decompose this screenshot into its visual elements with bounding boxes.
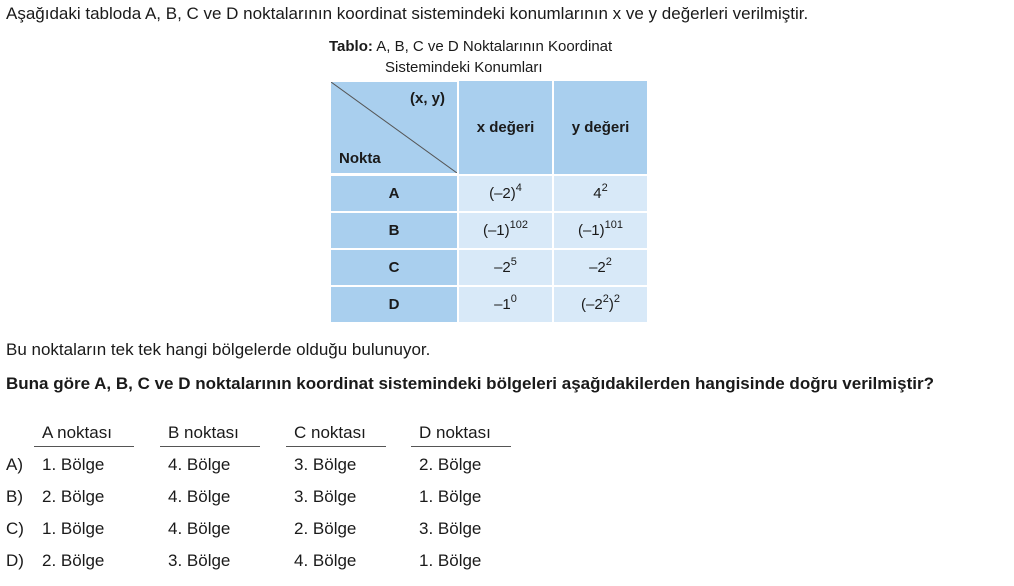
option-header-b: B noktası bbox=[168, 423, 239, 442]
option-cell: 4. Bölge bbox=[168, 519, 231, 538]
explanation-text: Bu noktaların tek tek hangi bölgelerde olduğu bulunuyor. bbox=[6, 340, 431, 359]
option-cell: 1. Bölge bbox=[42, 519, 105, 538]
header-underline bbox=[411, 446, 511, 447]
option-letter: A) bbox=[6, 455, 23, 474]
y-value: $4^2$ bbox=[553, 175, 648, 212]
option-cell: 2. Bölge bbox=[42, 551, 105, 570]
corner-xy-label: (x, y) bbox=[409, 90, 445, 107]
header-x: x değeri bbox=[458, 80, 553, 175]
corner-nokta-label: Nokta bbox=[339, 150, 381, 167]
table-row bbox=[330, 286, 648, 323]
header-y: y değeri bbox=[553, 80, 648, 175]
option-cell: 1. Bölge bbox=[42, 455, 105, 474]
option-header-c: C noktası bbox=[294, 423, 366, 442]
row-name: C bbox=[330, 249, 458, 286]
caption-line2: Sistemindeki Konumları bbox=[385, 59, 543, 76]
table-row bbox=[330, 212, 648, 249]
y-value: $-2^2$ bbox=[553, 249, 648, 286]
y-value: $(-2^2)^2$ bbox=[553, 286, 648, 323]
option-cell: 1. Bölge bbox=[419, 487, 482, 506]
option-letter: C) bbox=[6, 519, 24, 538]
x-value: $-2^5$ bbox=[458, 249, 553, 286]
corner-header bbox=[330, 80, 458, 175]
caption-label: Tablo: bbox=[329, 38, 373, 55]
option-cell: 2. Bölge bbox=[42, 487, 105, 506]
table-caption bbox=[329, 36, 612, 78]
table-row bbox=[330, 175, 648, 212]
x-value: $(-2)^4$ bbox=[458, 175, 553, 212]
option-letter: D) bbox=[6, 551, 24, 570]
option-letter: B) bbox=[6, 487, 23, 506]
header-underline bbox=[34, 446, 134, 447]
option-cell: 3. Bölge bbox=[419, 519, 482, 538]
row-name: A bbox=[330, 175, 458, 212]
question-text: Buna göre A, B, C ve D noktalarının koordinat sistemindeki bölgeleri aşağıdakilerden hangisinde doğru verilmiştir? bbox=[6, 374, 934, 393]
option-cell: 4. Bölge bbox=[168, 487, 231, 506]
option-cell: 4. Bölge bbox=[294, 551, 357, 570]
intro-text: Aşağıdaki tabloda A, B, C ve D noktalarının koordinat sistemindeki konumlarının x ve y değerleri verilmiştir. bbox=[6, 4, 809, 23]
option-cell: 2. Bölge bbox=[419, 455, 482, 474]
coordinates-table bbox=[329, 79, 649, 324]
option-cell: 3. Bölge bbox=[294, 487, 357, 506]
table-row bbox=[330, 249, 648, 286]
y-value: $(-1)^{101}$ bbox=[553, 212, 648, 249]
option-cell: 4. Bölge bbox=[168, 455, 231, 474]
header-underline bbox=[286, 446, 386, 447]
option-cell: 2. Bölge bbox=[294, 519, 357, 538]
option-cell: 1. Bölge bbox=[419, 551, 482, 570]
option-header-a: A noktası bbox=[42, 423, 112, 442]
row-name: B bbox=[330, 212, 458, 249]
x-value: $-1^0$ bbox=[458, 286, 553, 323]
option-header-d: D noktası bbox=[419, 423, 491, 442]
option-cell: 3. Bölge bbox=[168, 551, 231, 570]
header-underline bbox=[160, 446, 260, 447]
x-value: $(-1)^{102}$ bbox=[458, 212, 553, 249]
option-cell: 3. Bölge bbox=[294, 455, 357, 474]
caption-line1: A, B, C ve D Noktalarının Koordinat bbox=[376, 38, 613, 55]
row-name: D bbox=[330, 286, 458, 323]
